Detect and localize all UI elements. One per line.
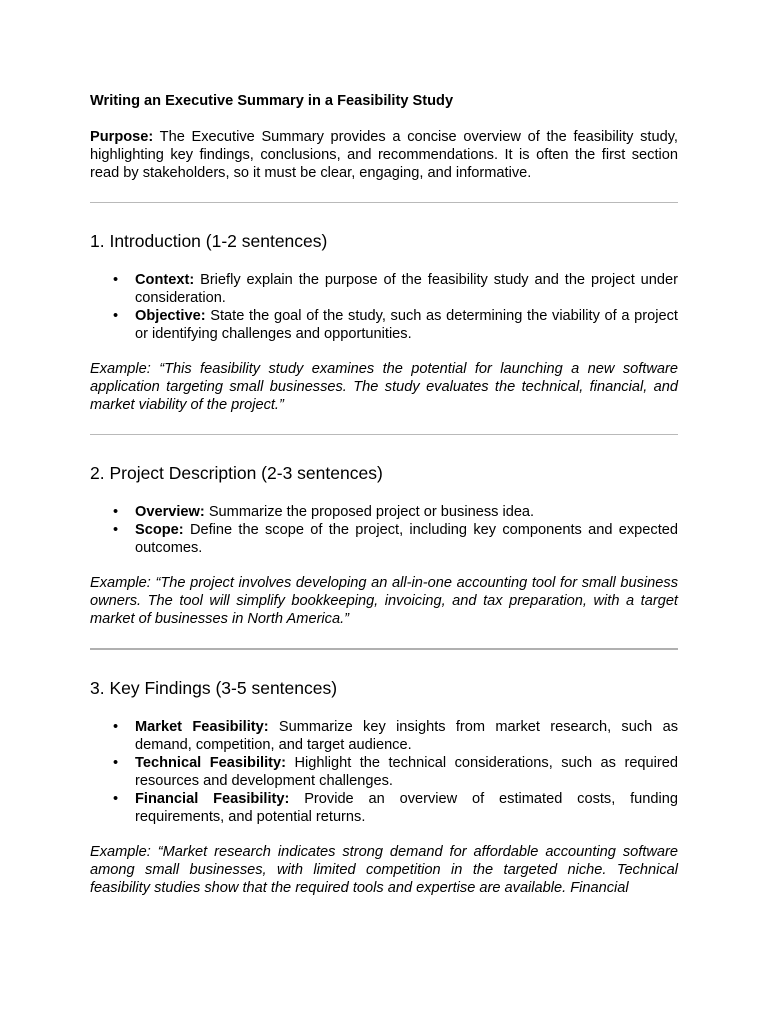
purpose-text: The Executive Summary provides a concise overview of the feasibility study, highlighting key findings, conclusions, and recommendations. It is often the first section read by stakeholders, so it must be clear, engaging, and informative.: [90, 129, 678, 181]
bullet-text: Provide an overview of estimated costs, funding requirements, and potential returns.: [135, 791, 678, 825]
list-item: [90, 521, 678, 557]
document-title: Writing an Executive Summary in a Feasibility Study: [90, 93, 454, 109]
example-paragraph-project-description: Example: “The project involves developing an all-in-one accounting tool for small business owners. The tool will simplify bookkeeping, invoicing, and tax preparation, with a target market of businesses in North America.”: [90, 575, 678, 627]
purpose-paragraph: [90, 128, 678, 182]
list-item: [90, 718, 678, 754]
bullet-label: Objective:: [135, 308, 206, 324]
bullet-text: Briefly explain the purpose of the feasibility study and the project under consideration.: [135, 272, 678, 306]
bullet-label: Market Feasibility:: [135, 719, 269, 735]
bullet-icon: •: [113, 719, 119, 735]
example-paragraph-key-findings: Example: “Market research indicates strong demand for affordable accounting software among small businesses, with limited competition in the targeted niche. Technical feasibility studies show that the required tools and expertise are available. Financial: [90, 844, 678, 896]
bullet-text: Summarize key insights from market research, such as demand, competition, and target audience.: [135, 719, 678, 753]
list-item: [90, 271, 678, 307]
list-item: [90, 790, 678, 826]
bullet-list-key-findings: [90, 718, 678, 826]
bullet-icon: •: [113, 755, 119, 771]
purpose-label: Purpose:: [90, 129, 154, 145]
bullet-text: Summarize the proposed project or business idea.: [204, 504, 535, 520]
horizontal-divider: [90, 648, 678, 650]
bullet-icon: •: [113, 791, 119, 807]
bullet-label: Financial Feasibility:: [135, 791, 290, 807]
bullet-text: Highlight the technical considerations, such as required resources and development challenges.: [135, 755, 678, 789]
bullet-label: Overview:: [135, 504, 205, 520]
bullet-label: Context:: [135, 272, 195, 288]
bullet-list-project-description: [90, 503, 678, 557]
section-heading-key-findings: 3. Key Findings (3-5 sentences): [90, 678, 338, 698]
list-item: [90, 503, 678, 521]
bullet-label: Technical Feasibility:: [135, 755, 286, 771]
bullet-label: Scope:: [135, 522, 184, 538]
bullet-icon: •: [113, 522, 119, 538]
bullet-icon: •: [113, 504, 119, 520]
document-page: [90, 92, 678, 897]
bullet-text: Define the scope of the project, including key components and expected outcomes.: [135, 522, 678, 556]
example-paragraph-introduction: Example: “This feasibility study examines the potential for launching a new software application targeting small businesses. The study evaluates the technical, financial, and market viability of the project.”: [90, 361, 678, 413]
horizontal-divider: [90, 202, 678, 203]
horizontal-divider: [90, 434, 678, 435]
bullet-icon: •: [113, 308, 119, 324]
list-item: [90, 754, 678, 790]
list-item: [90, 307, 678, 343]
bullet-icon: •: [113, 272, 119, 288]
bullet-list-introduction: [90, 271, 678, 343]
section-heading-project-description: 2. Project Description (2-3 sentences): [90, 463, 383, 483]
section-heading-introduction: 1. Introduction (1-2 sentences): [90, 231, 328, 251]
bullet-text: State the goal of the study, such as determining the viability of a project or identifying challenges and opportunities.: [135, 308, 678, 342]
